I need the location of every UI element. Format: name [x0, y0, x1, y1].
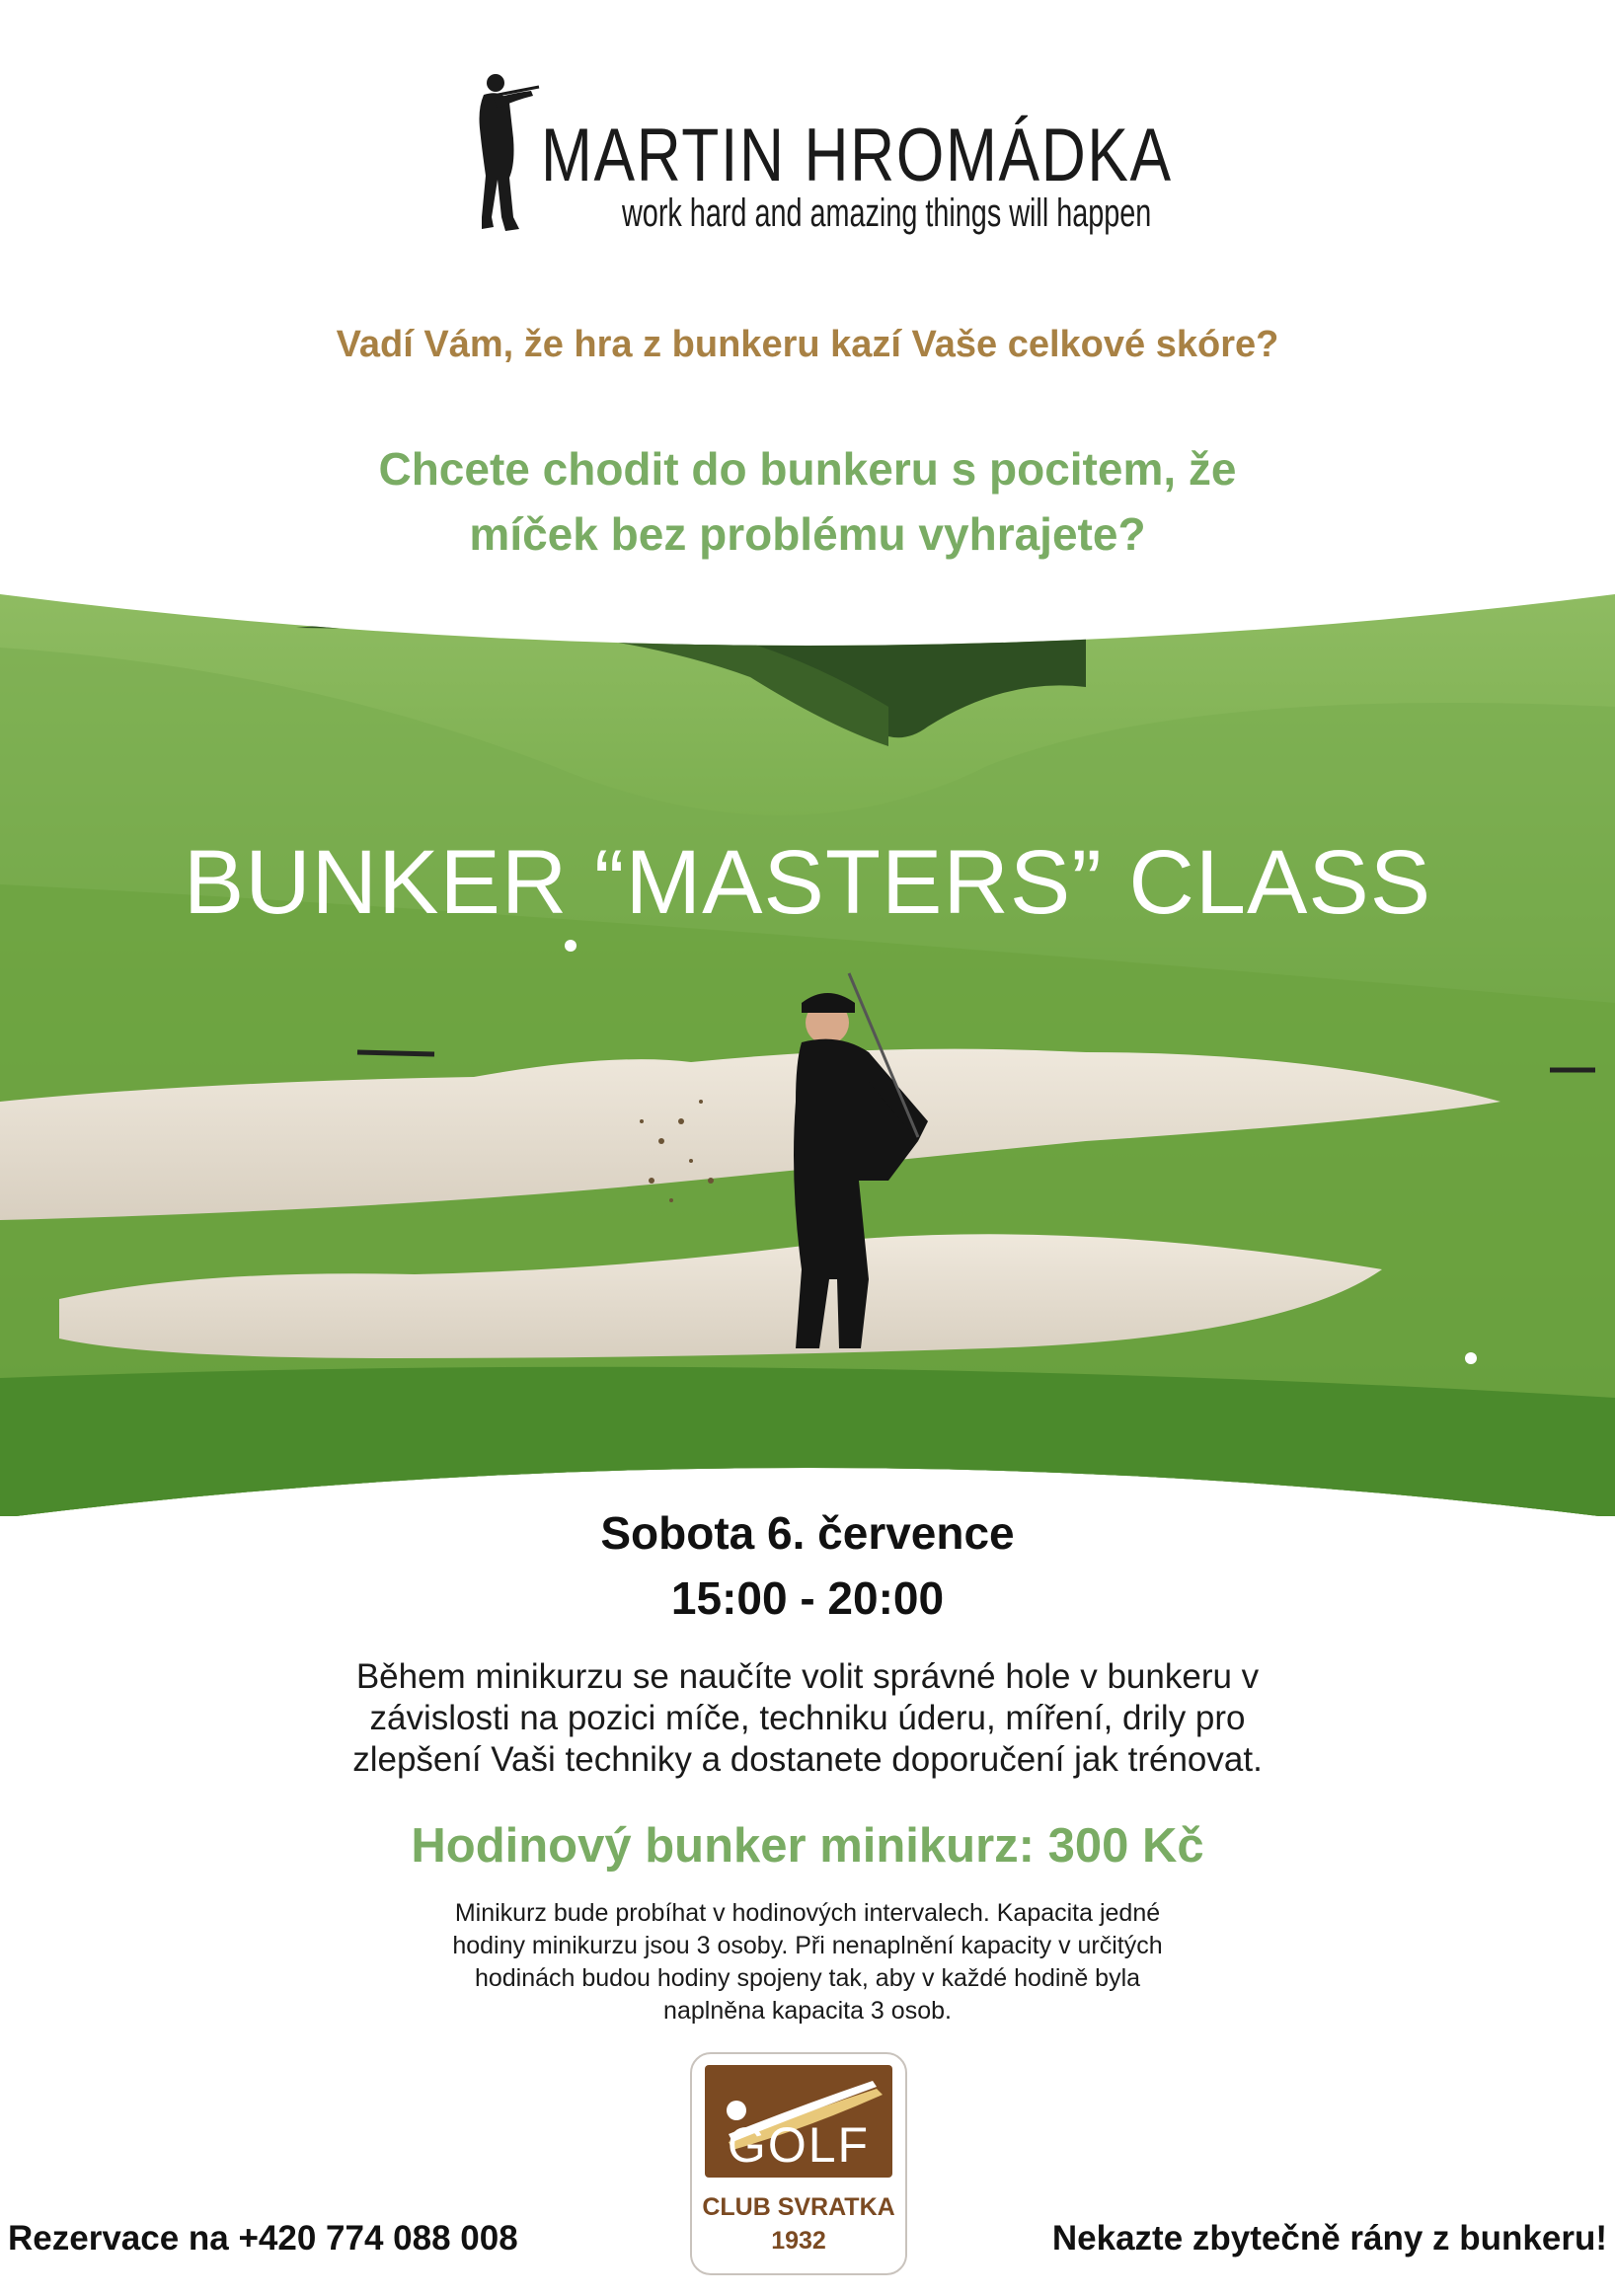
footer-slogan: Nekazte zbytečně rány z bunkeru! — [1051, 2219, 1607, 2258]
reservation-phone: Rezervace na +420 774 088 008 — [8, 2219, 518, 2258]
event-note — [0, 1897, 1615, 2028]
note-line: Minikurz bude probíhat v hodinových intervalech. Kapacita jedné — [454, 1899, 1161, 1927]
note-line: naplněna kapacita 3 osob. — [663, 1997, 952, 2025]
coach-slogan: work hard and amazing things will happen — [622, 191, 1152, 235]
event-description — [0, 1656, 1615, 1781]
club-logo-word: GOLF — [727, 2117, 871, 2173]
question-bunker-confidence — [0, 436, 1615, 567]
description-line: Během minikurzu se naučíte volit správné hole v bunkeru v — [355, 1657, 1260, 1696]
hero-title: BUNKER “MASTERS” CLASS — [183, 832, 1432, 933]
description-line: závislosti na pozici míče, techniku úderu, míření, drily pro — [369, 1699, 1246, 1737]
golfer-silhouette-icon — [474, 69, 548, 239]
event-price: Hodinový bunker minikurz: 300 Kč — [411, 1819, 1204, 1873]
coach-logo — [474, 69, 1173, 247]
coach-name: MARTIN HROMÁDKA — [541, 114, 1173, 197]
club-logo-year: 1932 — [771, 2227, 826, 2255]
question-line: míček bez problému vyhrajete? — [469, 508, 1146, 560]
event-date: Sobota 6. července — [600, 1507, 1015, 1559]
question-line: Chcete chodit do bunkeru s pocitem, že — [378, 443, 1237, 495]
note-line: hodiny minikurzu jsou 3 osoby. Při nenaplnění kapacity v určitých — [452, 1932, 1163, 1959]
description-line: zlepšení Vaši techniky a dostanete doporučení jak trénovat. — [352, 1740, 1263, 1779]
event-time: 15:00 - 20:00 — [670, 1572, 945, 1624]
note-line: hodinách budou hodiny spojeny tak, aby v každé hodině byla — [474, 1964, 1141, 1992]
club-logo-name: CLUB SVRATKA — [702, 2193, 895, 2221]
question-bunker-score: Vadí Vám, že hra z bunkeru kazí Vaše celkové skóre? — [336, 324, 1279, 365]
golf-club-svratka-logo — [689, 2051, 908, 2276]
hero-golf-course-image — [0, 588, 1615, 1516]
